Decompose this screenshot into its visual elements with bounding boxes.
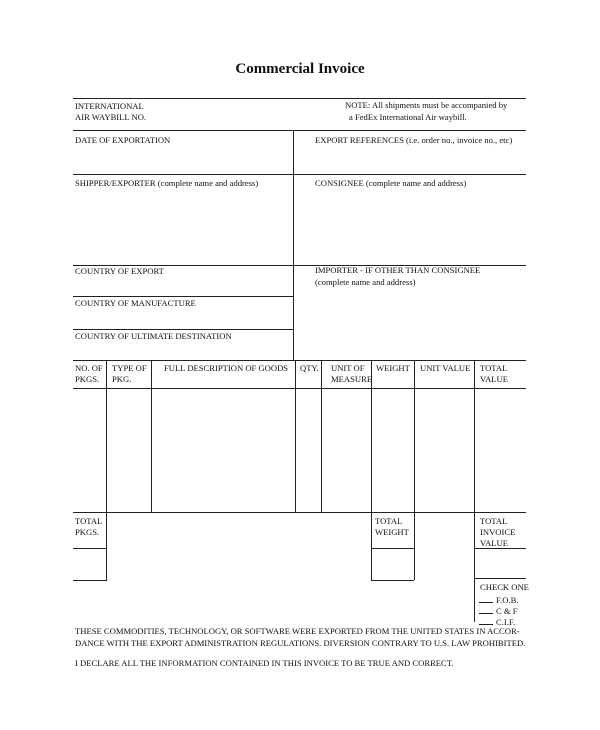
checkbox-line[interactable] — [479, 594, 493, 603]
col-unit-measure-line1: UNIT OF — [331, 363, 365, 373]
col-weight: WEIGHT — [376, 363, 410, 373]
divider — [73, 130, 526, 131]
divider — [73, 580, 106, 581]
divider — [73, 388, 526, 389]
divider — [73, 548, 106, 549]
col-total-value-line1: TOTAL — [480, 363, 508, 373]
divider — [73, 360, 526, 361]
divider — [474, 548, 526, 549]
country-of-destination-label: COUNTRY OF ULTIMATE DESTINATION — [75, 331, 232, 341]
divider — [73, 296, 293, 297]
col-pkgs-line2: PKGS. — [75, 374, 100, 384]
statement-line2: DANCE WITH THE EXPORT ADMINISTRATION REGULATIONS. DIVERSION CONTRARY TO U.S. LAW PROHIBITED. — [75, 638, 526, 648]
note-line1: NOTE: All shipments must be accompanied by — [345, 100, 508, 110]
check-option-label: C & F — [496, 606, 518, 616]
divider — [295, 360, 296, 512]
statement-line1: THESE COMMODITIES, TECHNOLOGY, OR SOFTWARE WERE EXPORTED FROM THE UNITED STATES IN ACCOR- — [75, 626, 520, 636]
col-description: FULL DESCRIPTION OF GOODS — [164, 363, 289, 373]
country-of-manufacture-label: COUNTRY OF MANUFACTURE — [75, 298, 196, 308]
total-invoice-line3: VALUE — [480, 538, 509, 548]
divider — [321, 360, 322, 512]
check-option-label: C.I.F. — [496, 617, 516, 627]
checkbox-line[interactable] — [479, 616, 493, 625]
divider — [293, 265, 294, 360]
total-pkgs-line2: PKGS. — [75, 527, 100, 537]
total-weight-line1: TOTAL — [375, 516, 403, 526]
divider — [73, 174, 526, 175]
divider — [371, 580, 414, 581]
total-weight-line2: WEIGHT — [375, 527, 409, 537]
divider — [73, 98, 526, 99]
total-invoice-line2: INVOICE — [480, 527, 516, 537]
divider — [414, 360, 415, 580]
importer-label-line2: (complete name and address) — [315, 277, 416, 287]
divider — [371, 360, 372, 580]
col-pkgs-line1: NO. OF — [75, 363, 103, 373]
divider — [474, 578, 526, 579]
col-unit-value: UNIT VALUE — [420, 363, 471, 373]
importer-label-line1: IMPORTER - IF OTHER THAN CONSIGNEE — [315, 265, 481, 275]
divider — [474, 360, 475, 622]
divider — [106, 360, 107, 581]
consignee-label: CONSIGNEE (complete name and address) — [315, 178, 467, 188]
divider — [73, 329, 293, 330]
country-of-export-label: COUNTRY OF EXPORT — [75, 266, 164, 276]
divider — [371, 548, 414, 549]
note-line2: a FedEx International Air waybill. — [349, 112, 467, 122]
check-one-label: CHECK ONE — [480, 582, 529, 592]
col-type-line2: PKG. — [112, 374, 132, 384]
col-unit-measure-line2: MEASURE — [331, 374, 373, 384]
date-of-exportation-label: DATE OF EXPORTATION — [75, 135, 171, 145]
declaration: I DECLARE ALL THE INFORMATION CONTAINED IN THIS INVOICE TO BE TRUE AND CORRECT. — [75, 658, 454, 668]
awb-label-line2: AIR WAYBILL NO. — [75, 112, 147, 122]
total-pkgs-line1: TOTAL — [75, 516, 103, 526]
col-qty: QTY. — [300, 363, 319, 373]
page-title: Commercial Invoice — [235, 61, 365, 77]
export-references-label: EXPORT REFERENCES (i.e. order no., invoice no., etc) — [315, 135, 513, 145]
col-total-value-line2: VALUE — [480, 374, 509, 384]
divider — [151, 360, 152, 512]
checkbox-line[interactable] — [479, 605, 493, 614]
check-option-label: F.O.B. — [496, 595, 519, 605]
shipper-label: SHIPPER/EXPORTER (complete name and address) — [75, 178, 259, 188]
total-invoice-line1: TOTAL — [480, 516, 508, 526]
awb-label-line1: INTERNATIONAL — [75, 101, 144, 111]
divider — [293, 130, 294, 174]
divider — [293, 174, 294, 265]
col-type-line1: TYPE OF — [112, 363, 147, 373]
divider — [73, 512, 526, 513]
